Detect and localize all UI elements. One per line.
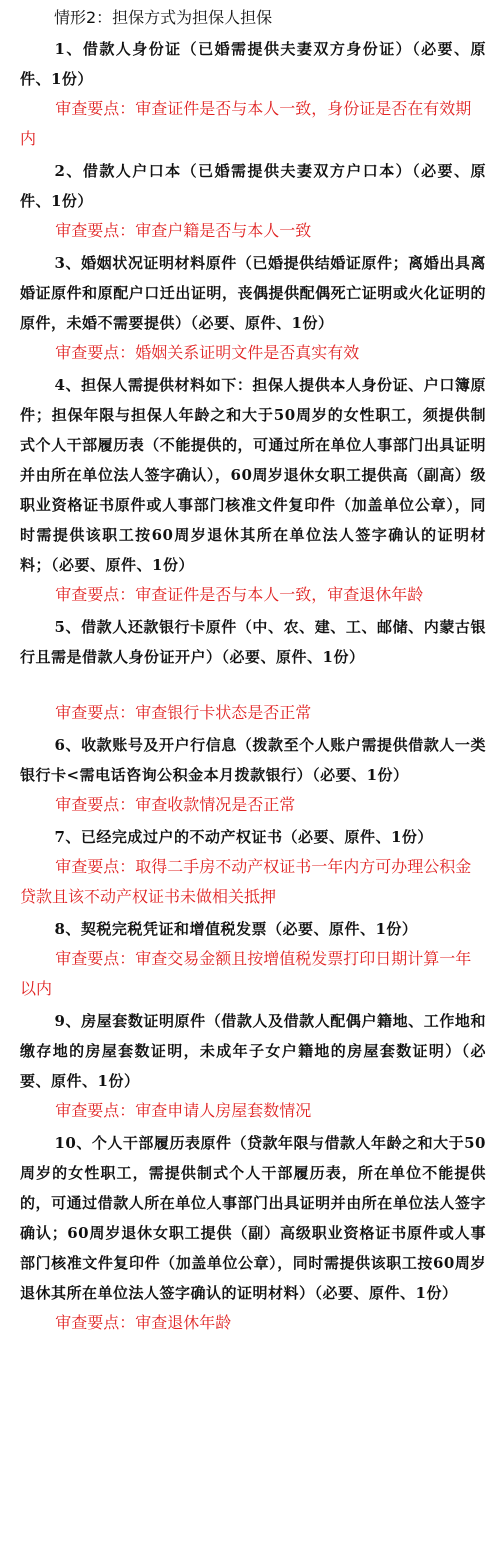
requirement-item-1: 1、借款人身份证（已婚需提供夫妻双方身份证）（必要、原件、1份） bbox=[20, 40, 486, 88]
requirement-item-7: 7、已经完成过户的不动产权证书（必要、原件、1份） bbox=[54, 828, 433, 846]
blank-gap bbox=[20, 672, 486, 698]
review-note-7 bbox=[20, 852, 486, 912]
requirement-item-3: 3、婚姻状况证明材料原件（已婚提供结婚证原件；离婚出具离婚证原件和原配户口迁出证明，丧偶提供配偶死亡证明或火化证明的原件，未婚不需要提供）（必要、原件、1份） bbox=[20, 254, 486, 332]
review-note-2 bbox=[20, 216, 486, 246]
review-note-3 bbox=[20, 338, 486, 368]
review-note-10 bbox=[20, 1308, 486, 1338]
review-note-text: 审查户籍是否与本人一致 bbox=[135, 221, 312, 240]
review-note-label: 审查要点： bbox=[55, 857, 136, 876]
review-note-text: 婚姻关系证明文件是否真实有效 bbox=[135, 343, 360, 362]
review-note-label: 审查要点： bbox=[55, 795, 136, 814]
requirement-item-6: 6、收款账号及开户行信息（拨款至个人账户需提供借款人一类银行卡<需电话咨询公积金本月拨款银行）（必要、1份） bbox=[20, 736, 486, 784]
review-note-text: 审查收款情况是否正常 bbox=[135, 795, 296, 814]
review-note-text: 审查证件是否与本人一致，身份证是否在有效期内 bbox=[20, 99, 472, 148]
review-note-text: 审查交易金额且按增值税发票打印日期计算一年以内 bbox=[20, 949, 472, 998]
review-note-4 bbox=[20, 580, 486, 610]
review-note-text: 审查申请人房屋套数情况 bbox=[135, 1101, 312, 1120]
requirement-item-10: 10、个人干部履历表原件（贷款年限与借款人年龄之和大于50周岁的女性职工，需提供制式个人干部履历表，所在单位不能提供的，可通过借款人所在单位人事部门出具证明并由所在单位法人签字确认；60周岁退休女职工提供（副）高级职业资格证书原件或人事部门核准文件复印件（加盖单位公章），同时需提供该职工按60周岁退休其所在单位法人签字确认的证明材料）（必要、原件、1份） bbox=[20, 1134, 486, 1302]
review-note-5 bbox=[20, 698, 486, 728]
review-note-label: 审查要点： bbox=[55, 1101, 136, 1120]
review-note-text: 取得二手房不动产权证书一年内方可办理公积金贷款且该不动产权证书未做相关抵押 bbox=[20, 857, 472, 906]
requirement-item-9: 9、房屋套数证明原件（借款人及借款人配偶户籍地、工作地和缴存地的房屋套数证明，未成年子女户籍地的房屋套数证明）（必要、原件、1份） bbox=[20, 1012, 486, 1090]
review-note-1 bbox=[20, 94, 486, 154]
requirement-item-5: 5、借款人还款银行卡原件（中、农、建、工、邮储、内蒙古银行且需是借款人身份证开户）（必要、原件、1份） bbox=[20, 618, 486, 666]
review-note-9 bbox=[20, 1096, 486, 1126]
review-note-text: 审查证件是否与本人一致，审查退休年龄 bbox=[135, 585, 424, 604]
requirement-item-4: 4、担保人需提供材料如下：担保人提供本人身份证、户口簿原件；担保年限与担保人年龄之和大于50周岁的女性职工，须提供制式个人干部履历表（不能提供的，可通过所在单位人事部门出具证明并由所在单位法人签字确认），60周岁退休女职工提供高（副高）级职业资格证书原件或人事部门核准文件复印件（加盖单位公章），同时需提供该职工按60周岁退休其所在单位法人签字确认的证明材料；（必要、原件、1份） bbox=[20, 376, 486, 574]
review-note-label: 审查要点： bbox=[55, 949, 136, 968]
review-note-text: 审查银行卡状态是否正常 bbox=[135, 703, 312, 722]
requirement-item-8: 8、契税完税凭证和增值税发票（必要、原件、1份） bbox=[54, 920, 418, 938]
review-note-label: 审查要点： bbox=[55, 703, 136, 722]
review-note-6 bbox=[20, 790, 486, 820]
section-heading: 情形2：担保方式为担保人担保 bbox=[54, 8, 273, 27]
requirement-item-2: 2、借款人户口本（已婚需提供夫妻双方户口本）（必要、原件、1份） bbox=[20, 162, 486, 210]
review-note-label: 审查要点： bbox=[55, 1313, 136, 1332]
review-note-label: 审查要点： bbox=[55, 343, 136, 362]
review-note-8 bbox=[20, 944, 486, 1004]
review-note-text: 审查退休年龄 bbox=[135, 1313, 232, 1332]
review-note-label: 审查要点： bbox=[55, 99, 136, 118]
review-note-label: 审查要点： bbox=[55, 585, 136, 604]
review-note-label: 审查要点： bbox=[55, 221, 136, 240]
